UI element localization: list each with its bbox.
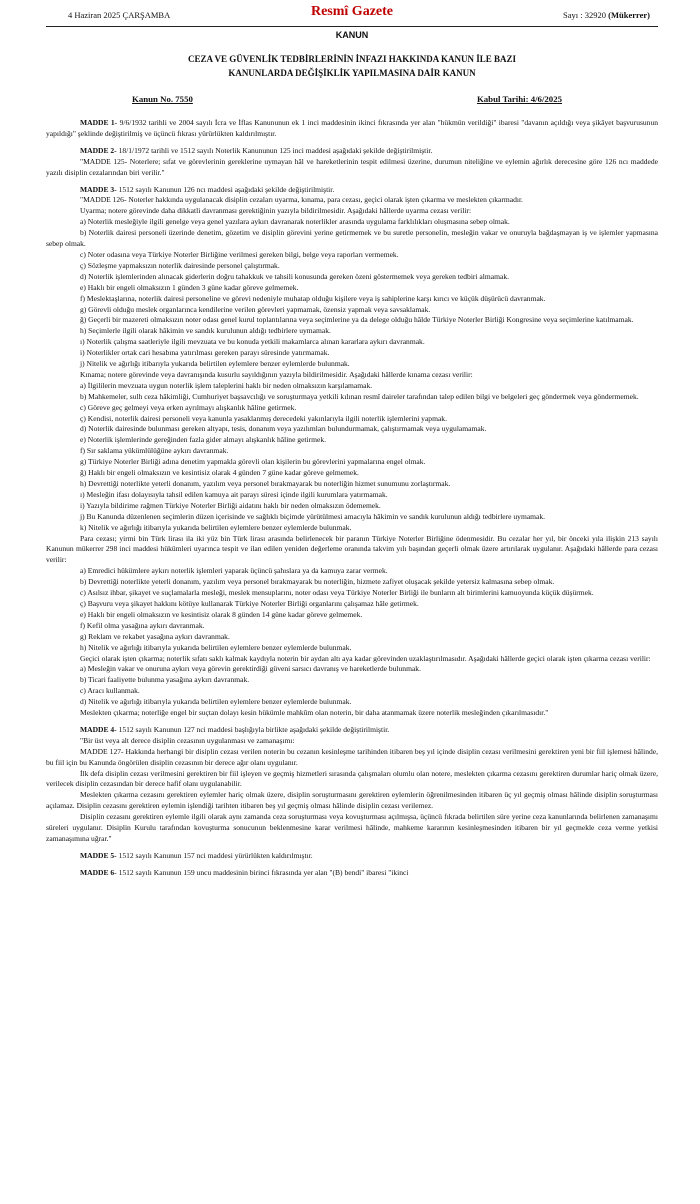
paragraph-text: c) Aracı kullanmak.: [80, 686, 140, 696]
paragraph-text: b) Mahkemeler, sulh ceza hâkimliği, Cumhuriyet başsavcılığı ve soruşturmaya yetkili kılınan resmî daireler tarafından talep edilen bilgi ve belgeleri geç göndermek veya göndermemek.: [80, 391, 639, 401]
law-paragraph: [46, 326, 658, 337]
paragraph-text: i) Noterlikler ortak cari hesabına yatırılması gereken parayı süresinde yatırmamak.: [80, 348, 330, 358]
paragraph-text: c) Göreve geç gelmeyi veya erken ayrılmayı alışkanlık hâline getirmek.: [80, 402, 297, 412]
paragraph-text: "MADDE 125- Noterlere; sıfat ve görevlerinin gereklerine uymayan hâl ve hareketlerinin tespit edilmesi üzerine, durumun niteliğine ve eylemin ağırlık derecesine göre 126 ncı maddede yazılı disiplin cezalarından biri verilir.": [46, 156, 658, 177]
paragraph-text: a) Mesleğin vakar ve onuruna aykırı veya görevin gerektirdiği güveni sarsıcı davranış ve hareketlerde bulunmak.: [80, 664, 421, 674]
paragraph-text: j) Bu Kanunda düzenlenen seçimlerin düzen içerisinde ve sağlıklı biçimde yürütülmesi amacıyla hâkimin ve sandık kurulunun aldığı tedbirlere uymamak.: [80, 511, 546, 521]
paragraph-text: "MADDE 126- Noterler hakkında uygulanacak disiplin cezaları uyarma, kınama, para cezası, geçici olarak işten çıkarma ve meslekten çıkarmadır.: [80, 195, 523, 205]
paragraph-text: "Bir üst veya alt derece disiplin cezasının uygulanması ve zamanaşımı:: [80, 735, 295, 745]
law-paragraph: [46, 435, 658, 446]
gazette-name: Resmî Gazete: [310, 4, 394, 19]
paragraph-text: 1512 sayılı Kanunun 157 nci maddesi yürürlükten kaldırılmıştır.: [118, 850, 313, 860]
law-paragraph: [46, 315, 658, 326]
paragraph-text: 18/1/1972 tarihli ve 1512 sayılı Noterlik Kanununun 125 inci maddesi aşağıdaki şekilde değiştirilmiştir.: [118, 145, 433, 155]
paragraph-text: Kınama; notere görevinde veya davranışında kusurlu sayıldığının yazıyla bildirilmesidir. Aşağıdaki hâllerde kınama cezası verilir:: [80, 369, 473, 379]
paragraph-text: Uyarma; notere görevinde daha dikkatli davranması gerektiğinin yazıyla bildirilmesidir. Aşağıdaki hâllerde uyarma cezası verilir:: [80, 206, 472, 216]
header-rule: [46, 26, 658, 27]
law-paragraph: [46, 370, 658, 381]
paragraph-text: f) Kefil olma yasağına aykırı davranmak.: [80, 620, 205, 630]
law-paragraph: [46, 632, 658, 643]
paragraph-text: MADDE 127- Hakkında herhangi bir disiplin cezası verilen noterin bu cezanın kesinleşme tarihinden itibaren beş yıl içinde disiplin cezası verilmesini gerektiren yeni bir fiil işlemesi hâlinde, bu fiil için bu Kanunda öngörülen disiplin cezasının bir derece ağır olanı uygulanır.: [46, 746, 658, 767]
law-paragraph: [46, 675, 658, 686]
paragraph-text: f) Sır saklama yükümlülüğüne aykırı davranmak.: [80, 446, 229, 456]
law-paragraph: [46, 217, 658, 228]
paragraph-text: 1512 sayılı Kanunun 126 ncı maddesi aşağıdaki şekilde değiştirilmiştir.: [118, 184, 335, 194]
paragraph-text: b) Devrettiği noterlikte yeterli donanım, yazılım veya personel bırakmayarak bu noterliğin, hizmete zafiyet oluşacak şekilde yetersiz kalmasına sebep olmak.: [80, 577, 555, 587]
header-date: 4 Haziran 2025 ÇARŞAMBA: [68, 10, 171, 20]
law-paragraph: [46, 392, 658, 403]
article-number: MADDE 2-: [80, 145, 117, 155]
paragraph-text: Para cezası; yirmi bin Türk lirası ila iki yüz bin Türk lirası arasında belirlenecek bir paranın Türkiye Noterler Birliğine ödenmesidir. Bu cezalar her yıl, bir önceki yıla ilişkin 213 sayılı Kanunun mükerrer 298 inci maddesi hükümleri uyarınca tespit ve ilan edilen yeniden değerleme oranında takvim yılı başından geçerli olmak üzere artırılarak uygulanır. Aşağıdaki hâllerde para cezası verilir:: [46, 533, 658, 565]
law-paragraph: [46, 195, 658, 206]
law-paragraph: [46, 446, 658, 457]
law-paragraph: [46, 523, 658, 534]
law-paragraph: [46, 283, 658, 294]
paragraph-text: Disiplin cezasını gerektiren eylemle ilgili olarak aynı zamanda ceza soruşturması veya kovuşturması açılmışsa, üçüncü fıkrada belirtilen süre yerine ceza kanunlarında belirlenen zamanaşımı süreleri uygulanır. Disiplin Kurulu tarafından kovuşturma sonucunun beklenmesine karar verilmesi hâlinde, mahkeme kararının kesinleşmesinden itibaren bir yıl geçmekle ceza verme yetkisi zamanaşımına uğrar.": [46, 812, 658, 843]
law-paragraph: [46, 261, 658, 272]
issue-number: [563, 10, 650, 20]
paragraph-text: j) Nitelik ve ağırlığı itibarıyla yukarıda belirtilen eylemlere benzer eylemlerde bulunmak.: [80, 359, 350, 369]
article-number: MADDE 5-: [80, 850, 117, 860]
law-paragraph: [46, 381, 658, 392]
law-paragraph: [46, 851, 658, 862]
law-paragraph: [46, 490, 658, 501]
paragraph-text: Meslekten çıkarma cezasını gerektiren eylemler hariç olmak üzere, disiplin soruşturmasını gerektiren eylemlerin öğrenilmesinden itibaren üç yıl geçmiş olması hâlinde disiplin soruşturması açılamaz. Disiplin cezasını gerektiren eylemin işlendiği tarihten itibaren beş yıl geçmiş olması hâlinde disiplin cezası verilemez.: [46, 790, 658, 811]
law-title-line-2: KANUNLARDA DEĞİŞİKLİK YAPILMASINA DAİR KANUN: [228, 68, 476, 78]
law-paragraph: [46, 206, 658, 217]
law-paragraph: [46, 501, 658, 512]
paragraph-text: 9/6/1932 tarihli ve 2004 sayılı İcra ve İflas Kanununun ek 1 inci maddesinin ikinci fıkrasında yer alan "hükmün verildiği" ibaresi "davanın açıldığı veya şikâyet başvurusunun yapıldığı" şeklinde değiştirilmiş ve üçüncü fıkrası yürürlükten kaldırılmıştır.: [46, 118, 658, 138]
paragraph-text: d) Noterlik işlemlerinden alınacak giderlerin doğru tahakkuk ve tahsili konusunda gereken özeni göstermemek veya gereken tedbiri almamak.: [80, 271, 509, 281]
paragraph-text: d) Nitelik ve ağırlığı itibarıyla yukarıda belirtilen eylemlere benzer eylemlerde bulunmak.: [80, 697, 352, 707]
law-paragraph: [46, 146, 658, 157]
law-paragraph: [46, 588, 658, 599]
paragraph-text: g) Türkiye Noterler Birliği adına denetim yapmakla görevli olan kişilerin bu görevlerini yapmalarına engel olmak.: [80, 457, 426, 467]
paragraph-text: a) Emredici hükümlere aykırı noterlik işlemleri yaparak üçüncü şahıslara ya da kamuya zarar vermek.: [80, 566, 388, 576]
law-paragraph: [46, 599, 658, 610]
paragraph-text: i) Yazıyla bildirime rağmen Türkiye Noterler Birliği aidatını haklı bir neden olmaksızın ödememek.: [80, 500, 381, 510]
paragraph-text: c) Asılsız ihbar, şikayet ve suçlamalarla mesleği, meslek mensuplarını, noter odası veya Türkiye Noterler Birliği ile bunların alt birimlerini kamuoyunda küçük düşürmek.: [80, 588, 594, 598]
section-label: KANUN: [335, 30, 369, 40]
law-paragraph: [46, 337, 658, 348]
law-title: [46, 52, 658, 80]
law-paragraph: [46, 359, 658, 370]
law-number: Kanun No. 7550: [132, 94, 193, 104]
paragraph-text: a) Noterlik mesleğiyle ilgili genelge veya genel yazılara aykırı davranarak noterlikler arasında uygulama farklılıkları oluşmasına sebep olmak.: [80, 217, 510, 227]
article-number: MADDE 4-: [80, 724, 117, 734]
law-paragraph: [46, 403, 658, 414]
law-paragraph: [46, 534, 658, 567]
article-number: MADDE 3-: [80, 184, 117, 194]
paragraph-text: Geçici olarak işten çıkarma; noterlik sıfatı saklı kalmak kaydıyla noterin bir aydan altı aya kadar görevinden uzaklaştırılmasıdır. Aşağıdaki hâllerde geçici olarak işten çıkarma cezası verilir:: [80, 653, 651, 663]
law-paragraph: [46, 424, 658, 435]
paragraph-text: İlk defa disiplin cezası verilmesini gerektiren bir fiil işleyen ve geçmiş hizmetleri sırasında çalışmaları olumlu olan notere, meslekten çıkarma cezasını gerektiren durumlar hariç olmak üzere, verilecek disiplin cezasından bir derece hafif olanı uygulanabilir.: [46, 768, 658, 789]
law-paragraph: [46, 414, 658, 425]
paragraph-text: b) Ticari faaliyette bulunma yasağına aykırı davranmak.: [80, 675, 250, 685]
paragraph-text: ç) Başvuru veya şikayet hakkını kötüye kullanarak Türkiye Noterler Birliği organlarını çalışamaz hâle getirmek.: [80, 598, 419, 608]
paragraph-text: h) Nitelik ve ağırlığı itibarıyla yukarıda belirtilen eylemlere benzer eylemlerde bulunmak.: [80, 642, 352, 652]
paragraph-text: c) Noter odasına veya Türkiye Noterler Birliğine verilmesi gereken bilgi, belge veya raporları vermemek.: [80, 249, 399, 259]
page-header: [46, 4, 658, 26]
law-paragraph: [46, 348, 658, 359]
law-paragraph: [46, 736, 658, 747]
law-paragraph: [46, 686, 658, 697]
paragraph-text: e) Noterlik işlemlerinde gereğinden fazla gider almayı alışkanlık hâline getirmek.: [80, 435, 327, 445]
paragraph-text: ç) Kendisi, noterlik dairesi personeli veya kanunla yasaklanmış derecedeki yakınlarıyla ilgili noterlik işlemlerini yapmak.: [80, 413, 447, 423]
paragraph-text: g) Reklam ve rekabet yasağına aykırı davranmak.: [80, 631, 230, 641]
paragraph-text: ç) Sözleşme yapmaksızın noterlik dairesinde personel çalıştırmak.: [80, 260, 280, 270]
law-paragraph: [46, 577, 658, 588]
law-paragraph: [46, 272, 658, 283]
law-paragraph: [46, 157, 658, 179]
law-paragraph: [46, 228, 658, 250]
gazette-page: [0, 4, 700, 1204]
law-paragraph: [46, 457, 658, 468]
paragraph-text: b) Noterlik dairesi personeli üzerinde denetim, gözetim ve disiplin görevini yerine getirmemek ve bu suretle personelin, mesleğin vakar ve onuruyla bağdaşmayan iş ve işlemler yapmasına sebep olmak.: [46, 228, 658, 249]
law-paragraph: [46, 725, 658, 736]
paragraph-text: 1512 sayılı Kanunun 127 nci maddesi başlığıyla birlikte aşağıdaki şekilde değiştirilmiştir.: [118, 724, 390, 734]
law-title-line-1: CEZA VE GÜVENLİK TEDBİRLERİNİN İNFAZI HAKKINDA KANUN İLE BAZI: [187, 54, 517, 64]
law-paragraph: [46, 769, 658, 791]
article-number: MADDE 6-: [80, 867, 117, 877]
law-paragraph: [46, 294, 658, 305]
paragraph-text: e) Haklı bir engeli olmaksızın 1 günden 3 güne kadar göreve gelmemek.: [80, 282, 299, 292]
law-paragraph: [46, 747, 658, 769]
law-paragraph: [46, 305, 658, 316]
issue-label: Sayı : 32920: [563, 10, 607, 20]
law-paragraph: [46, 118, 658, 140]
paragraph-text: Meslekten çıkarma; noterliğe engel bir suçtan dolayı kesin hükümle mahkûm olan noterin, bir daha atanmamak üzere noterlik mesleğinden çıkarılmasıdır.": [80, 708, 549, 718]
article-number: MADDE 1-: [80, 118, 118, 127]
law-paragraph: [46, 812, 658, 845]
law-paragraph: [46, 708, 658, 719]
law-paragraph: [46, 468, 658, 479]
paragraph-text: ğ) Geçerli bir mazereti olmaksızın noter odası genel kurul toplantılarına veya seçimlerine ya da delege olduğu hâlde Türkiye Noterler Birliği Kongresine veya seçimlerine katılmamak.: [80, 315, 634, 325]
law-paragraph: [46, 790, 658, 812]
paragraph-text: d) Noterlik dairesinde bulunması gereken altyapı, tesis, donanım veya yazılımları bulundurmamak, çalıştırmamak veya uygulamamak.: [80, 424, 487, 434]
issue-note: (Mükerrer): [608, 10, 650, 20]
paragraph-text: ı) Mesleğin ifası dolayısıyla tahsil edilen kamuya ait parayı süresi içinde ilgili kurumlara yatırmamak.: [80, 489, 388, 499]
law-paragraph: [46, 185, 658, 196]
paragraph-text: f) Meslektaşlarına, noterlik dairesi personeline ve görevi nedeniyle muhatap olduğu kişilere veya iş sahiplerine karşı kırıcı ve küçük düşürücü davranmak.: [80, 293, 546, 303]
law-paragraph: [46, 479, 658, 490]
law-paragraph: [46, 643, 658, 654]
law-paragraph: [46, 664, 658, 675]
paragraph-text: k) Nitelik ve ağırlığı itibarıyla yukarıda belirtilen eylemlere benzer eylemlerde bulunmak.: [80, 522, 352, 532]
law-paragraph: [46, 697, 658, 708]
law-paragraph: [46, 621, 658, 632]
law-meta: [46, 94, 658, 108]
paragraph-text: 1512 sayılı Kanunun 159 uncu maddesinin birinci fıkrasında yer alan "(B) bendi" ibaresi "ikinci: [118, 867, 409, 877]
paragraph-text: ğ) Haklı bir engeli olmaksızın ve kesintisiz olarak 4 günden 7 güne kadar göreve gelmemek.: [80, 468, 359, 478]
paragraph-text: h) Seçimlerle ilgili olarak hâkimin ve sandık kurulunun aldığı tedbirlere uymamak.: [80, 326, 331, 336]
law-paragraph: [46, 566, 658, 577]
paragraph-text: h) Devrettiği noterlikte yeterli donanım, yazılım veya personel bırakmayarak bu noterliğin hizmet sunumunu zorlaştırmak.: [80, 479, 451, 488]
paragraph-text: e) Haklı bir engeli olmaksızın ve kesintisiz olarak 8 günden 14 güne kadar göreve gelmemek.: [80, 609, 363, 619]
paragraph-text: a) İlgililerin mevzuata uygun noterlik işlem taleplerini haklı bir neden olmaksızın karşılamamak.: [80, 380, 373, 390]
law-paragraph: [46, 868, 658, 879]
law-paragraph: [46, 610, 658, 621]
law-paragraph: [46, 512, 658, 523]
paragraph-text: g) Görevli olduğu meslek organlarınca kendilerine verilen görevleri yapmamak, özensiz yapmak veya savsaklamak.: [80, 304, 431, 314]
law-paragraph: [46, 654, 658, 665]
law-body: [46, 118, 658, 879]
law-paragraph: [46, 250, 658, 261]
paragraph-text: ı) Noterlik çalışma saatleriyle ilgili mevzuata ve bu konuda yetkili makamlarca alınan kararlara aykırı davranmak.: [80, 337, 425, 347]
adoption-date: Kabul Tarihi: 4/6/2025: [476, 94, 562, 104]
